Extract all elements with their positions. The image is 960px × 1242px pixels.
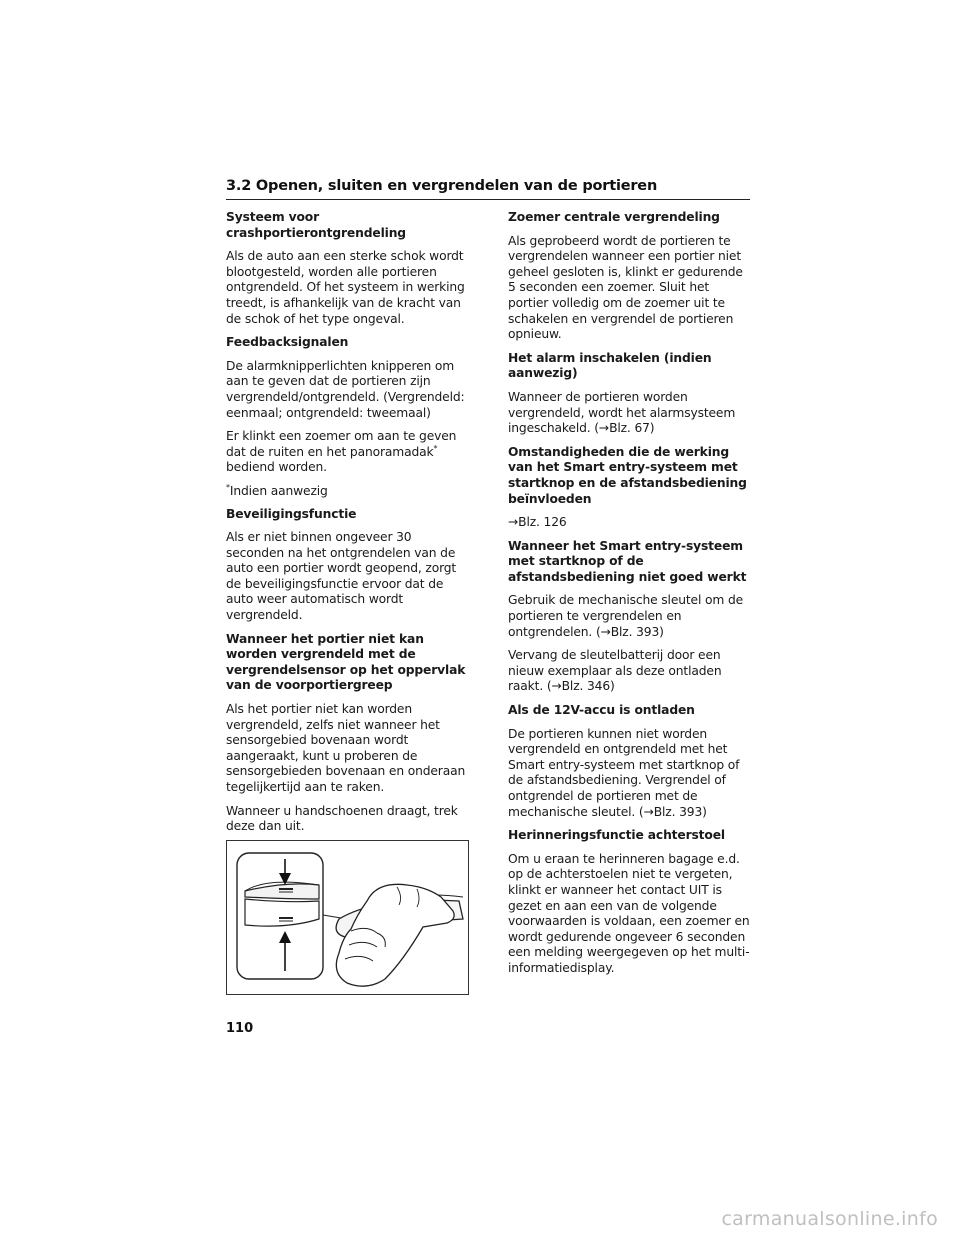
paragraph-rear-seat-reminder: Om u eraan te herinneren bagage e.d. op de achterstoelen niet te vergeten, klinkt er wanneer het contact UIT is gezet en aan een van de volgende voorwaarden is voldaan, een zoemer en wordt gedurende ongeveer 6 seconden een melding weergegeven op het multi-informatiedisplay.: [508, 851, 750, 975]
heading-smart-entry-malfunction: Wanneer het Smart entry-systeem met startknop of de afstandsbediening niet goed werkt: [508, 538, 747, 584]
section-header: 3.2 Openen, sluiten en vergrendelen van de portieren: [226, 178, 750, 200]
door-handle-illustration: [226, 840, 469, 995]
heading-security-function: Beveiligingsfunctie: [226, 506, 357, 521]
footnote-marker: *: [433, 443, 438, 453]
paragraph-smart-entry-ref: →Blz. 126: [508, 515, 567, 530]
paragraph-mechanical-key: Gebruik de mechanische sleutel om de portieren te vergrendelen en ontgrendelen. (→Blz. 393): [508, 593, 744, 639]
paragraph-central-lock-buzzer: Als geprobeerd wordt de portieren te vergrendelen wanneer een portier niet geheel gesloten is, klinkt er gedurende 5 seconden een zoemer. Sluit het portier volledig om de zoemer uit te schakelen en vergrendel de portieren opnieuw.: [508, 233, 743, 342]
right-column: [508, 210, 752, 985]
footnote-note-marker: *: [226, 482, 230, 492]
heading-feedback-signals: Feedbacksignalen: [226, 335, 349, 350]
left-column: [226, 210, 470, 843]
paragraph-feedback-lights: De alarmknipperlichten knipperen om aan te geven dat de portieren zijn vergrendeld/ontgrendeld. (Vergrendeld: eenmaal; ontgrendeld: tweemaal): [226, 358, 465, 420]
heading-crash-unlock: Systeem voor crashportierontgrendeling: [226, 210, 406, 240]
buzzer-text-a: Er klinkt een zoemer om aan te geven dat de ruiten en het panoramadak: [226, 429, 457, 459]
footnote-text: Indien aanwezig: [229, 483, 328, 498]
paragraph-lock-sensor: Als het portier niet kan worden vergrendeld, zelfs niet wanneer het sensorgebied bovenaan wordt aangeraakt, kunt u proberen de sensorgebieden bovenaan en onderaan tegelijkertijd aan te raken.: [226, 702, 466, 794]
heading-rear-seat-reminder: Herinneringsfunctie achterstoel: [508, 828, 725, 843]
paragraph-gloves: Wanneer u handschoenen draagt, trek deze dan uit.: [226, 803, 458, 834]
paragraph-alarm: Wanneer de portieren worden vergrendeld, wordt het alarmsysteem ingeschakeld. (→Blz. 67): [508, 389, 736, 436]
paragraph-crash-unlock: Als de auto aan een sterke schok wordt blootgesteld, worden alle portieren ontgrendeld. Of het systeem in werking treedt, is afhankelijk van de kracht van de schok of het type ongeval.: [226, 249, 465, 326]
heading-lock-sensor: Wanneer het portier niet kan worden vergrendeld met de vergrendelsensor op het oppervlak van de voorportiergreep: [226, 631, 466, 693]
handle-lower-edge: [245, 899, 319, 926]
hand: [336, 884, 454, 986]
heading-alarm: Het alarm inschakelen (indien aanwezig): [508, 350, 712, 381]
heading-central-lock-buzzer: Zoemer centrale vergrendeling: [508, 210, 720, 224]
buzzer-text-b: bediend worden.: [226, 460, 327, 475]
watermark: carmanualsonline.info: [721, 1208, 938, 1230]
heading-12v-battery: Als de 12V-accu is ontladen: [508, 703, 695, 718]
paragraph-12v-battery: De portieren kunnen niet worden vergrendeld en ontgrendeld met het Smart entry-systeem met startknop of de afstandsbediening. Vergrendel of ontgrendel de portieren met de mechanische sleutel. (→Blz. 393): [508, 726, 740, 819]
heading-smart-entry-conditions: Omstandigheden die de werking van het Smart entry-systeem met startknop en de afstandsbediening beïnvloeden: [508, 444, 747, 506]
door-handle-drawing: [227, 841, 468, 994]
footnote: [226, 484, 470, 500]
paragraph-key-battery: Vervang de sleutelbatterij door een nieuw exemplaar als deze ontladen raakt. (→Blz. 346): [508, 648, 722, 694]
paragraph-feedback-buzzer: [226, 429, 470, 476]
page-number: 110: [226, 1021, 254, 1036]
paragraph-security-function: Als er niet binnen ongeveer 30 seconden na het ontgrendelen van de auto een portier wordt geopend, zorgt de beveiligingsfunctie ervoor dat de auto weer automatisch wordt vergrendeld.: [226, 530, 457, 623]
